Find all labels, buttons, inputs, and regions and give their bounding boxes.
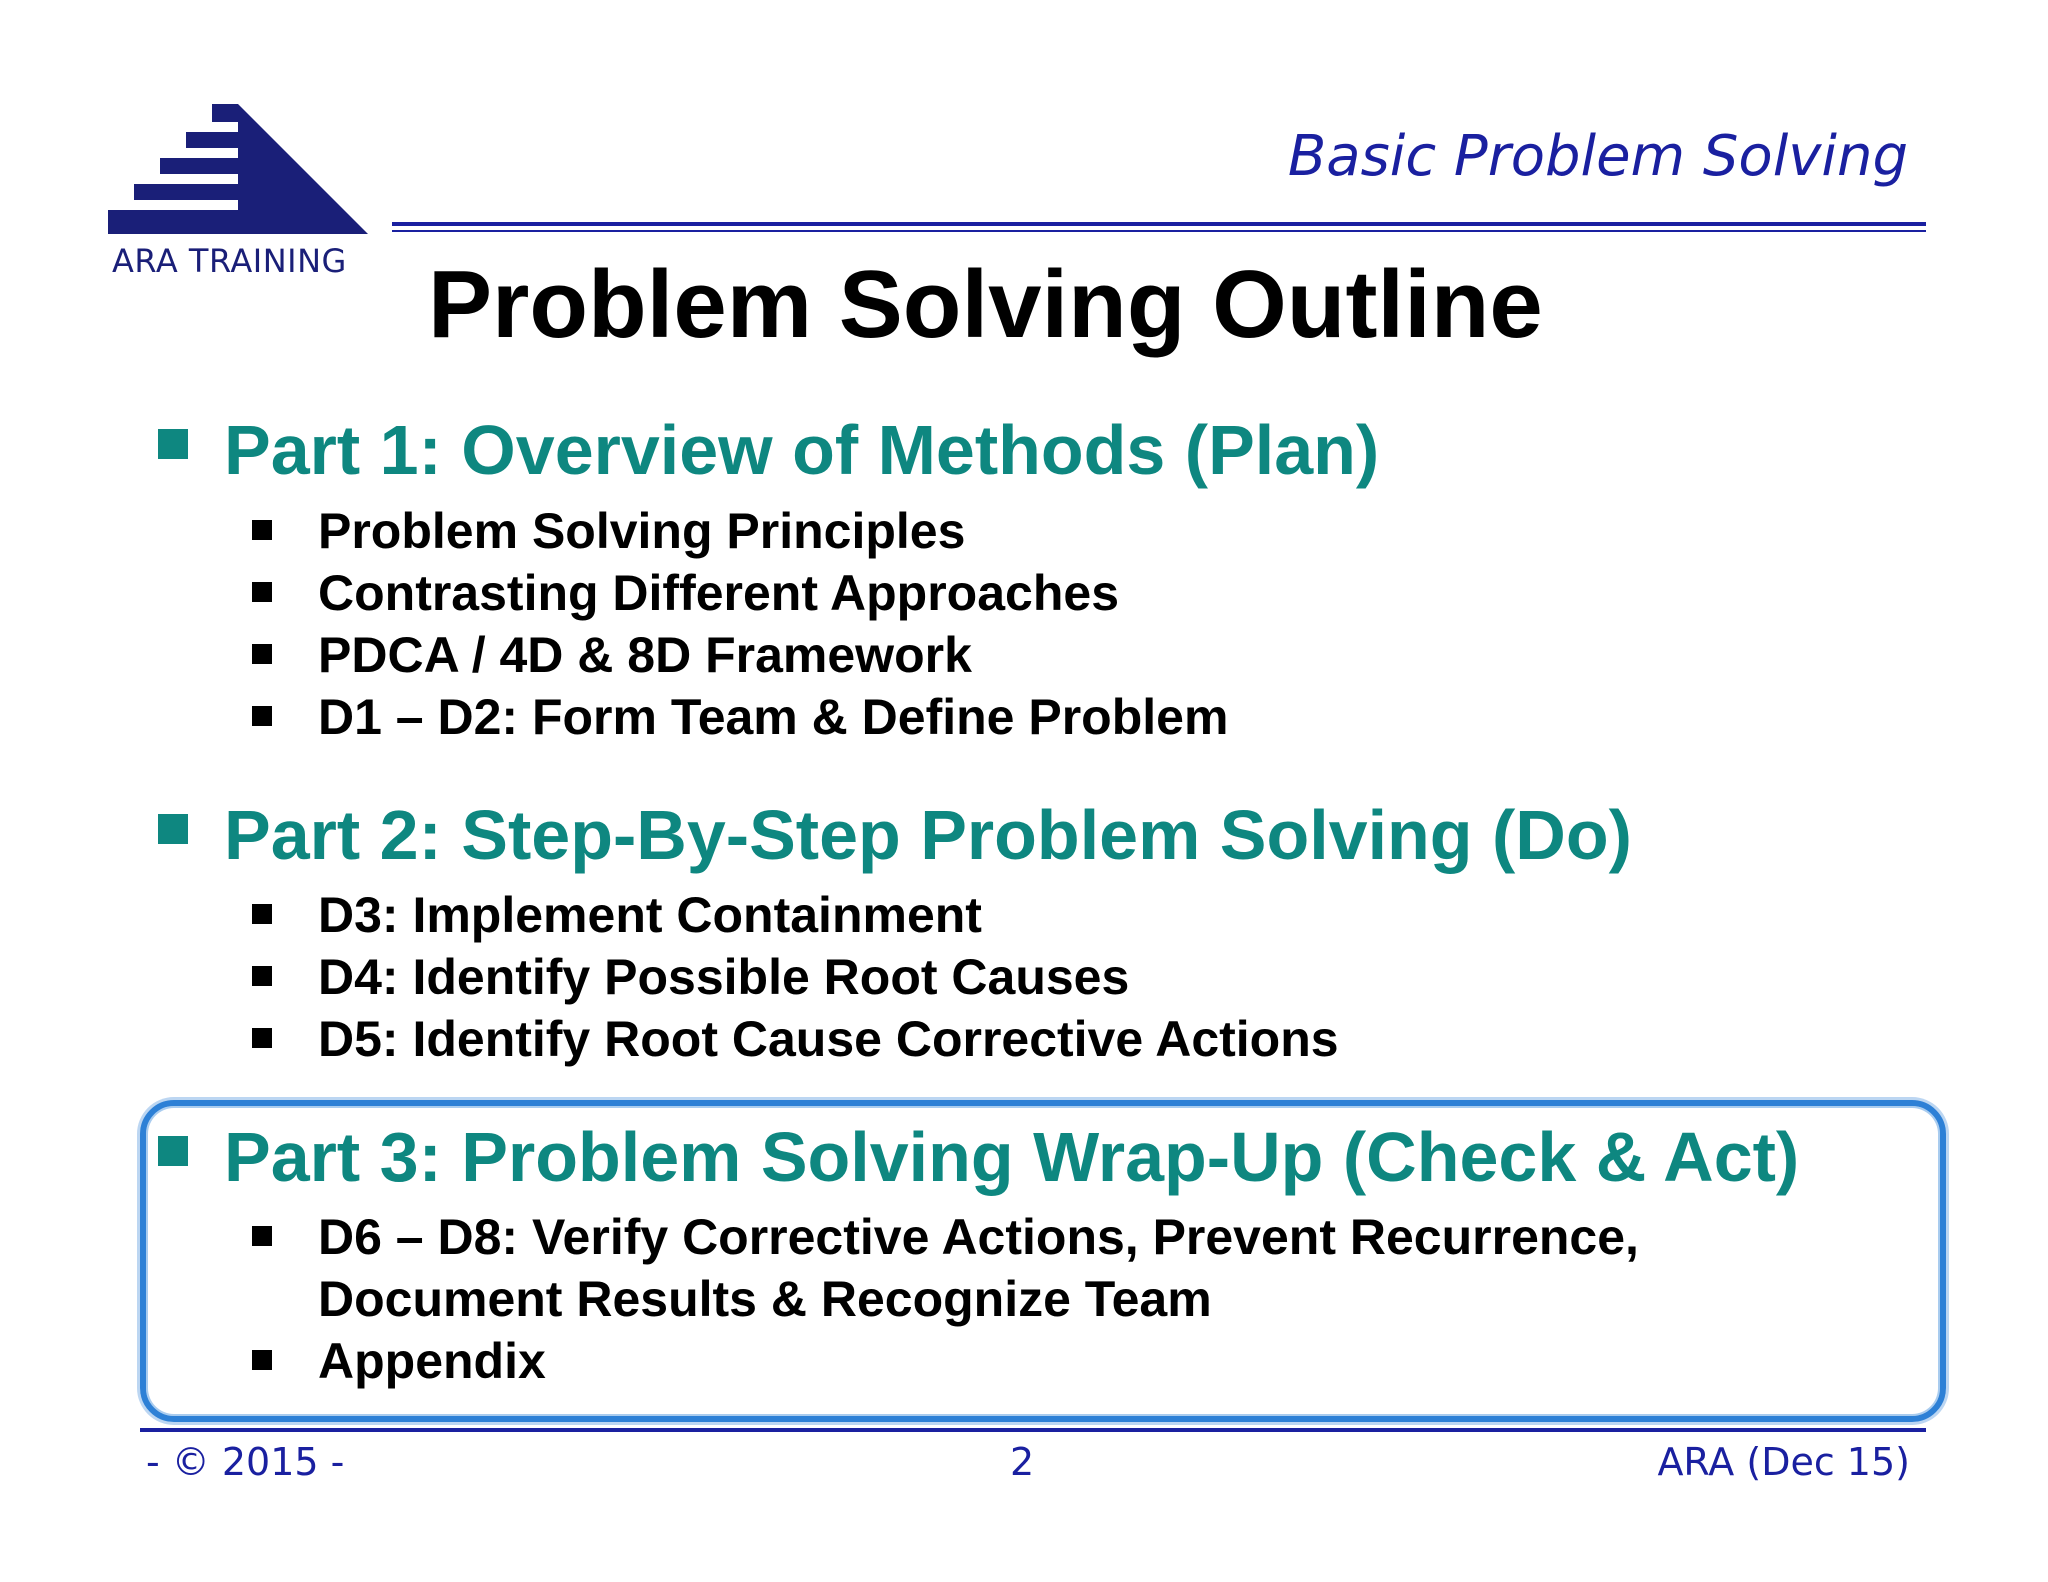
course-title: Basic Problem Solving: [1287, 124, 1908, 189]
footer-divider: [140, 1428, 1926, 1432]
part-2-label: Part 2: Step-By-Step Problem Solving (Do): [224, 796, 1632, 874]
square-bullet-icon: [252, 1350, 272, 1370]
item-label: D5: Identify Root Cause Corrective Actions: [318, 1011, 1339, 1067]
item-label: Problem Solving Principles: [318, 503, 966, 559]
item-label: Appendix: [318, 1333, 546, 1389]
stepped-triangle-logo-icon: [108, 100, 368, 240]
item-label: Document Results & Recognize Team: [318, 1271, 1212, 1327]
square-bullet-icon: [158, 429, 188, 459]
square-bullet-icon: [252, 966, 272, 986]
ara-training-logo: [108, 100, 368, 290]
item-label: PDCA / 4D & 8D Framework: [318, 627, 972, 683]
part-1-heading: [158, 410, 1379, 490]
square-bullet-icon: [252, 520, 272, 540]
square-bullet-icon: [158, 1136, 188, 1166]
footer-copyright: - © 2015 -: [146, 1440, 345, 1484]
item-label: D1 – D2: Form Team & Define Problem: [318, 689, 1229, 745]
square-bullet-icon: [252, 582, 272, 602]
part-3-heading: [158, 1117, 1799, 1197]
slide-title: Problem Solving Outline: [428, 251, 1543, 358]
item-label: D6 – D8: Verify Corrective Actions, Prevent Recurrence,: [318, 1209, 1639, 1265]
square-bullet-icon: [252, 644, 272, 664]
item-label: D3: Implement Containment: [318, 887, 982, 943]
footer-revision: ARA (Dec 15): [1657, 1440, 1910, 1484]
square-bullet-icon: [252, 706, 272, 726]
logo-text: ARA TRAINING: [112, 242, 347, 280]
square-bullet-icon: [158, 814, 188, 844]
part-1-label: Part 1: Overview of Methods (Plan): [224, 411, 1380, 489]
part-3-label: Part 3: Problem Solving Wrap-Up (Check & Act): [224, 1118, 1800, 1196]
header-divider: [392, 222, 1926, 226]
header-divider-thin: [392, 230, 1926, 232]
item-label: Contrasting Different Approaches: [318, 565, 1120, 621]
item-label: D4: Identify Possible Root Causes: [318, 949, 1130, 1005]
square-bullet-icon: [252, 1226, 272, 1246]
square-bullet-icon: [252, 904, 272, 924]
page-number: 2: [1010, 1440, 1035, 1484]
part-2-heading: [158, 795, 1632, 875]
square-bullet-icon: [252, 1028, 272, 1048]
